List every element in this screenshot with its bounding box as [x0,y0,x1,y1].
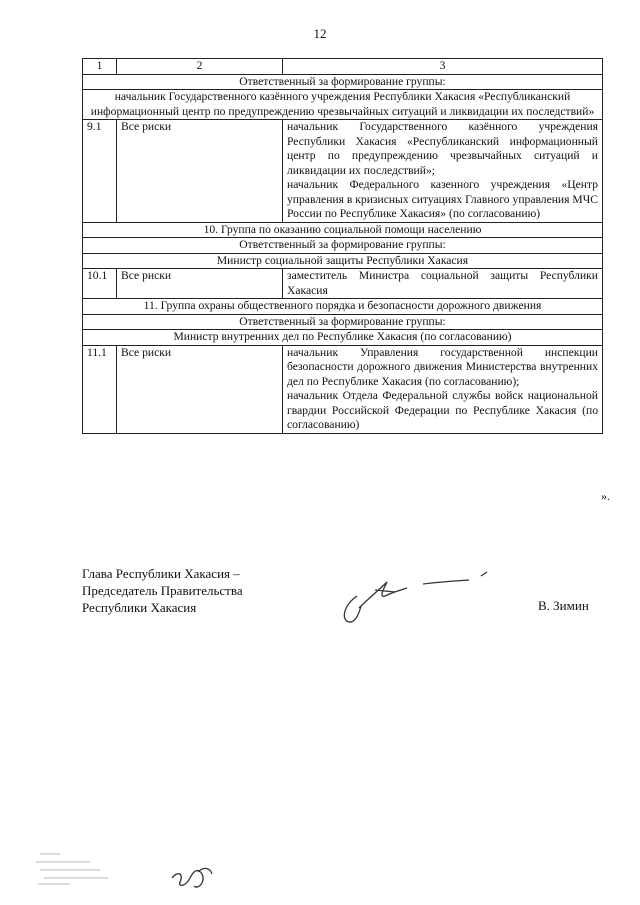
section-heading-cell: 10. Группа по оказанию социальной помощи населению [83,222,603,238]
table-section-row [83,253,603,269]
responsible-person: начальник Федерального казенного учреждения «Центр управления в кризисных ситуациях Главного управления МЧС России по Республике Хакасия» (по согласованию) [287,178,598,220]
risk-cell: Все риски [117,269,283,299]
table-section-row [83,238,603,254]
table-row [83,345,603,433]
section-heading-cell: Министр внутренних дел по Республике Хакасия (по согласованию) [83,330,603,346]
table-section-row [83,222,603,238]
table-row [83,269,603,299]
signer-name: В. Зимин [538,598,589,613]
section-heading-cell: 11. Группа охраны общественного порядка и безопасности дорожного движения [83,299,603,315]
registration-stamp [30,848,140,888]
section-heading-cell: Ответственный за формирование группы: [83,74,603,90]
table-section-row [83,314,603,330]
section-heading-cell: Министр социальной защиты Республики Хакасия [83,253,603,269]
responsible-person: начальник Отдела Федеральной службы войск национальной гвардии Российской Федерации по Республике Хакасия (по согласованию) [287,389,598,431]
risk-cell: Все риски [117,345,283,433]
page-number: 12 [313,26,327,41]
item-number-cell: 11.1 [83,345,117,433]
responsible-person: начальник Государственного казённого учреждения Республики Хакасия «Республиканский информационный центр по предупреждению чрезвычайных ситуаций и ликвидации их последствий»; [287,120,598,177]
table-section-row [83,74,603,90]
risk-cell: Все риски [117,120,283,223]
item-number-cell: 10.1 [83,269,117,299]
signature-block [82,565,243,616]
signature-title-line: Глава Республики Хакасия – [82,566,240,581]
signature-title-line: Республики Хакасия [82,600,197,615]
responsible-person: заместитель Министра социальной защиты Республики Хакасия [287,269,598,297]
handwritten-signature [335,568,505,628]
responsible-cell [283,120,603,223]
handwritten-initials [168,860,218,895]
table-section-row [83,299,603,315]
closing-quote: ». [601,489,610,503]
header-cell: 1 [83,59,117,75]
responsible-cell [283,269,603,299]
responsible-cell [283,345,603,433]
responsible-person: начальник Управления государственной инспекции безопасности дорожного движения Министерства внутренних дел по Республике Хакасия (по согласованию); [287,345,598,388]
signature-title-line: Председатель Правительства [82,583,243,598]
section-heading-cell: Ответственный за формирование группы: [83,238,603,254]
table-section-row [83,90,603,120]
responsibility-table [82,58,603,434]
table-header-row [83,59,603,75]
table-section-row [83,330,603,346]
header-cell: 3 [283,59,603,75]
header-cell: 2 [117,59,283,75]
section-heading-cell: Ответственный за формирование группы: [83,314,603,330]
section-heading-cell: начальник Государственного казённого учреждения Республики Хакасия «Республиканский информационный центр по предупреждению чрезвычайных ситуаций и ликвидации их последствий» [83,90,603,120]
table-row [83,120,603,223]
item-number-cell: 9.1 [83,120,117,223]
